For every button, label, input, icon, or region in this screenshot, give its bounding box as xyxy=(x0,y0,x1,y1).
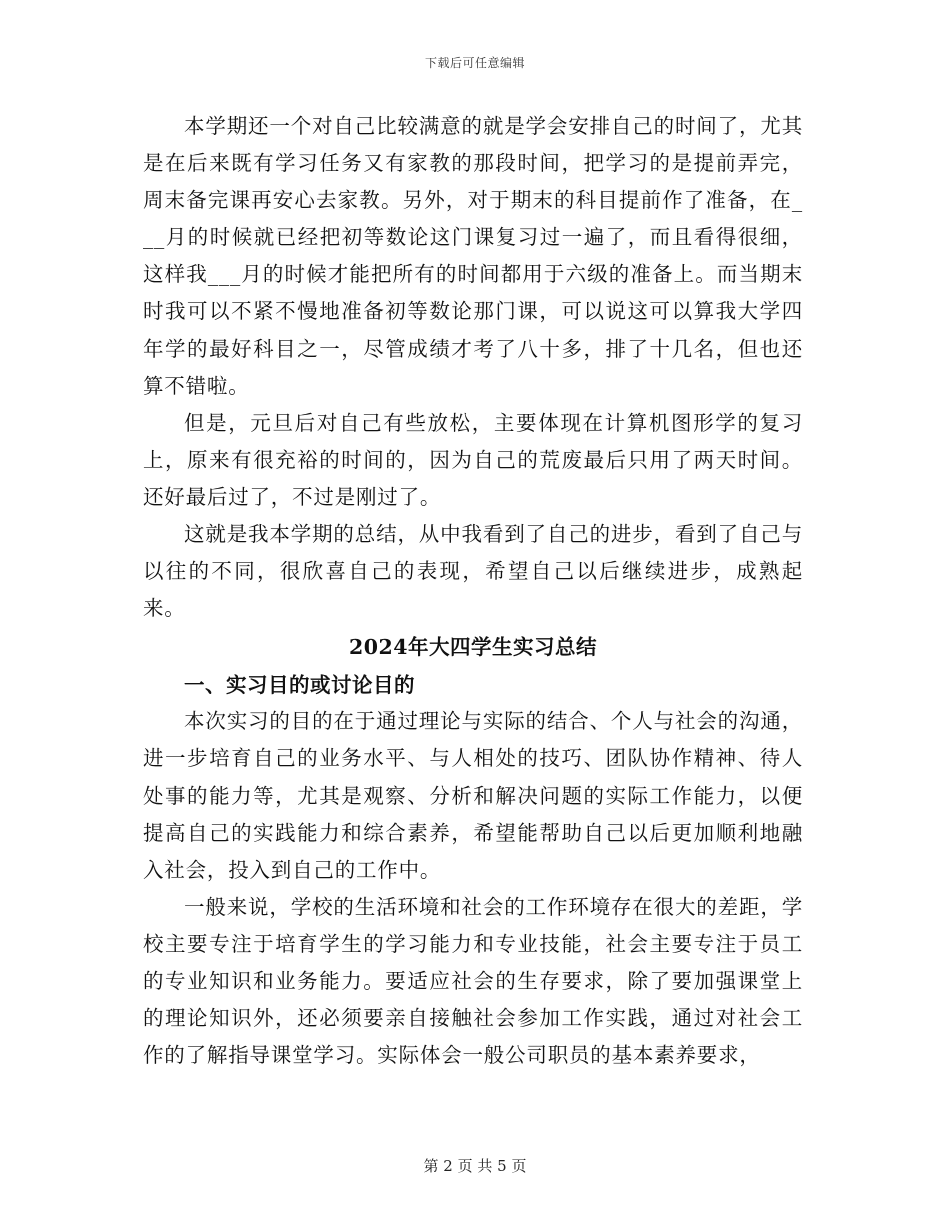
header-note: 下载后可任意编辑 xyxy=(424,56,525,70)
paragraph-conclusion: 这就是我本学期的总结，从中我看到了自己的进步，看到了自己与以往的不同，很欣喜自己的表现，希望自己以后继续进步，成熟起来。 xyxy=(143,522,803,621)
section-title: 2024年大四学生实习总结 xyxy=(348,635,598,660)
paragraph-internship-purpose: 本次实习的目的在于通过理论与实际的结合、个人与社会的沟通，进一步培育自己的业务水平、与人相处的技巧、团队协作精神、待人处事的能力等，尤其是观察、分析和解决问题的实际工作能力，以便提高自己的实践能力和综合素养，希望能帮助自己以后更加顺利地融入社会，投入到自己的工作中。 xyxy=(143,709,803,882)
paragraph-time-management: 本学期还一个对自己比较满意的就是学会安排自己的时间了，尤其是在后来既有学习任务又有家教的那段时间，把学习的是提前弄完，周末备完课再安心去家教。另外，对于期末的科目提前作了准备，在___月的时候就已经把初等数论这门课复习过一遍了，而且看得很细，这样我___月的时候才能把所有的时间都用于六级的准备上。而当期末时我可以不紧不慢地准备初等数论那门课，可以说这可以算我大学四年学的最好科目之一，尽管成绩才考了八十多，排了十几名，但也还算不错啦。 xyxy=(143,114,803,398)
section-heading: 一、实习目的或讨论目的 xyxy=(184,673,415,698)
paragraph-relaxation: 但是，元旦后对自己有些放松，主要体现在计算机图形学的复习上，原来有很充裕的时间的，因为自己的荒废最后只用了两天时间。还好最后过了，不过是刚过了。 xyxy=(143,410,803,509)
paragraph-school-vs-society: 一般来说，学校的生活环境和社会的工作环境存在很大的差距，学校主要专注于培育学生的学习能力和专业技能，社会主要专注于员工的专业知识和业务能力。要适应社会的生存要求，除了要加强课堂上的理论知识外，还必须要亲自接触社会参加工作实践，通过对社会工作的了解指导课堂学习。实际体会一般公司职员的基本素养要求， xyxy=(143,894,803,1068)
page-number: 第 2 页 共 5 页 xyxy=(423,1157,527,1175)
document-body xyxy=(143,108,803,1074)
